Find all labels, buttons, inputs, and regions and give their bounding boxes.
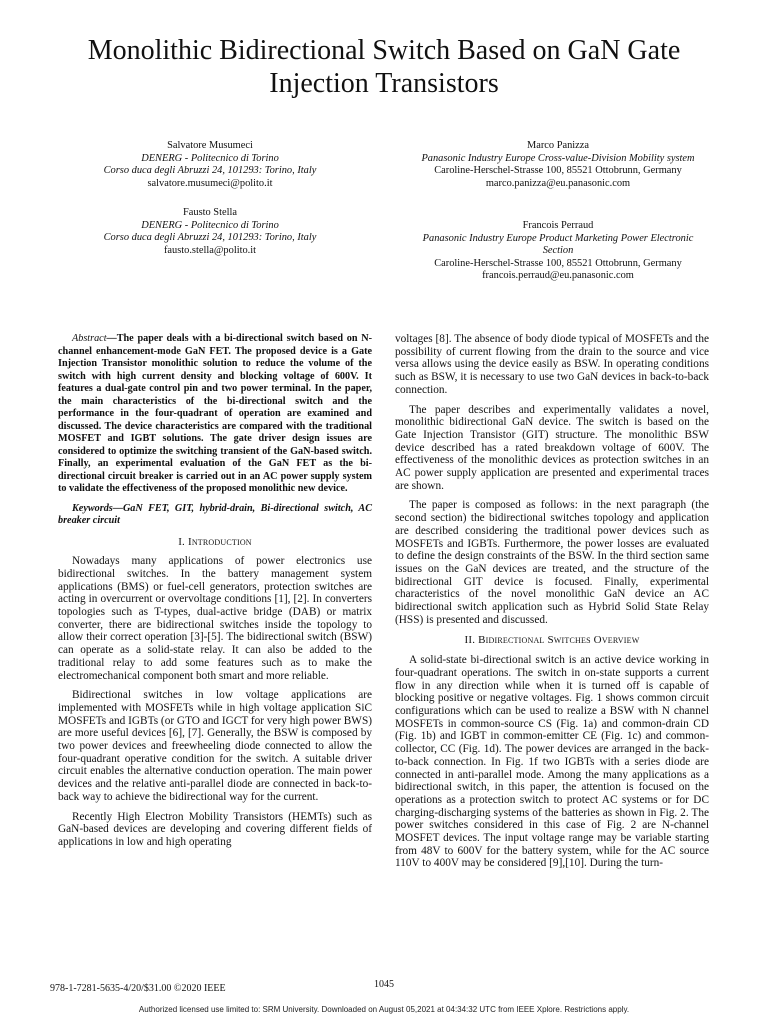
- author-name: Marco Panizza: [526, 140, 590, 151]
- author-address: Corso duca degli Abruzzi 24, 101293: Torino, Italy: [103, 232, 317, 244]
- author-name: Francois Perraud: [522, 220, 594, 231]
- author-email: francois.perraud@eu.panasonic.com: [482, 270, 634, 282]
- paragraph: The paper is composed as follows: in the next paragraph (the second section) the bidirectional switches topology and application are described considering the traditional power devices such as MOSFETs and IGBTs. Furthermore, the power losses are evaluated to define the design constraints of the BSW. In the third section same issues on the GaN devices are treated, and the structure of the bidirectional GIT device is focused. Finally, experimental characteristics of the novel monolithic GaN device an AC bidirectional switch application such as Hybrid Solid State Relay (HSS) is presented and discussed.: [395, 499, 709, 626]
- paragraph: voltages [8]. The absence of body diode typical of MOSFETs and the possibility of current flowing from the drain to the source and vice versa allows using the device easily as BSW. In operating conditions such as BSW, it is necessary to use two GaN devices in back-to-back connection.: [395, 333, 709, 396]
- paragraph: Nowadays many applications of power electronics use bidirectional switches. In the battery management system applications (BMS) or fuel-cell generators, protection switches are acting in overcurrent or overvoltage conditions [1], [2]. In converters topologies such as T-types, dual-active bridge (DAB) or matrix converter, there are bidirectional switches inside the topology to allow their correct operation [3]-[5]. The bidirectional switch (BSW) can operate as a solid-state relay. It can also be added to the traditional relay to add some features such as to make the electromechanical component both smart and more reliable.: [58, 555, 372, 682]
- author-block-4: [408, 220, 708, 283]
- author-address: Caroline-Herschel-Strasse 100, 85521 Ottobrunn, Germany: [434, 257, 682, 269]
- author-email: fausto.stella@polito.it: [163, 244, 257, 256]
- left-column: [58, 333, 372, 856]
- isbn-copyright: 978-1-7281-5635-4/20/$31.00 ©2020 IEEE: [50, 983, 226, 994]
- page-number: 1045: [374, 979, 394, 990]
- abstract: [58, 333, 372, 496]
- author-email: salvatore.musumeci@polito.it: [147, 177, 273, 189]
- author-block-3: [408, 140, 708, 190]
- paragraph: Recently High Electron Mobility Transistors (HEMTs) such as GaN-based devices are developing and covering different fields of applications in low and high operating: [58, 810, 372, 848]
- paragraph: Bidirectional switches in low voltage applications are implemented with MOSFETs while in high voltage application SiC MOSFETs and IGBTs (or GTO and IGCT for very high power BWS) are more useful devices [6], [7]. Generally, the BSW is composed by two power devices and freewheeling diode connected to allow the four-quadrant operative condition for the switch. A suitable driver circuit enables the alternative conduction operation. The main power devices and the relative anti-parallel diode are connected in back-to-back way to achieve the bidirectional way for the current.: [58, 689, 372, 803]
- abstract-lead: Abstract: [72, 333, 107, 344]
- section-heading-introduction: I. Introduction: [178, 535, 252, 548]
- author-name: Fausto Stella: [183, 207, 237, 218]
- paper-title: Monolithic Bidirectional Switch Based on GaN Gate Injection Transistors: [87, 35, 681, 99]
- author-affiliation: Panasonic Industry Europe Product Marketing Power Electronic Section: [422, 232, 694, 257]
- paragraph: The paper describes and experimentally validates a novel, monolithic bidirectional GaN device. The switch is based on the Gate Injection Transistor (GIT) structure. The monolithic BSW device described has a rated breakdown voltage of 600V. The effectiveness of the monolithic devices as protection switches in an AC power supply application are presented and experimental traces are shown.: [395, 403, 709, 492]
- author-address: Corso duca degli Abruzzi 24, 101293: Torino, Italy: [103, 165, 317, 177]
- keywords-text: GaN FET, GIT, hybrid-drain, Bi-directional switch, AC breaker circuit: [58, 502, 372, 526]
- section-heading-overview: II. Bidirectional Switches Overview: [464, 634, 640, 647]
- right-column: [395, 333, 709, 877]
- author-address: Caroline-Herschel-Strasse 100, 85521 Ottobrunn, Germany: [434, 165, 682, 177]
- author-block-1: [60, 140, 360, 190]
- author-block-2: [60, 207, 360, 257]
- author-affiliation: DENERG - Politecnico di Torino: [141, 219, 279, 231]
- paragraph: A solid-state bi-directional switch is an active device working in four-quadrant operations. The switch in on-state supports a current flow in any direction while when it is turned off is capable of blocking positive or negative voltages. Fig. 1 shows common circuit configurations which can be used to realize a BSW with N channel MOSFETs in common-source CS (Fig. 1a) and common-drain CD (Fig. 1b) and IGBT in common-emitter CE (Fig. 1c) and common-collector, CC (Fig. 1d). The power devices are arranged in the back-to-back connection. In Fig. 1f two IGBTs with a series diode are connected in anti-parallel mode. Among the many applications as a bidirectional switch, in this paper, the attention is focused on the operations as a protection switch to protect AC systems or for DC charging-discharging systems of the batteries as shown in Fig. 2. The power switches considered in this case of Fig. 2 are N-channel MOSFET devices. The input voltage range may be variable starting from 48V to 600V for the battery system, while for the AC source 110V to 400V may be considered [9],[10]. During the turn-: [395, 654, 709, 870]
- keywords: [58, 503, 372, 528]
- author-name: Salvatore Musumeci: [167, 140, 253, 151]
- author-affiliation: DENERG - Politecnico di Torino: [141, 152, 279, 164]
- abstract-text: —The paper deals with a bi-directional switch based on N-channel enhancement-mode GaN FET. The proposed device is a Gate Injection Transistor monolithic solution to reduce the volume of the switch with high current density and blocking voltage of 600V. It features a dual-gate control pin and two power terminal. In the paper, the main characteristics of the bi-directional switch and the performance in the four-quadrant of operation are examined and discussed. The device characteristics are compared with the traditional MOSFET and IGBT solutions. The gate driver design issues are considered to optimize the switching transient of the GaN-based switch. Finally, an experimental evaluation of the GaN FET as the bi-directional circuit breaker is carried out in an AC power supply system to validate the effectiveness of the proposed monolithic new device.: [58, 333, 372, 494]
- author-affiliation: Panasonic Industry Europe Cross-value-Division Mobility system: [421, 152, 695, 164]
- license-notice: Authorized licensed use limited to: SRM University. Downloaded on August 05,2021 at 04:34:32 UTC from IEEE Xplore. Restrictions apply.: [138, 1005, 630, 1014]
- keywords-lead: Keywords—: [72, 502, 123, 514]
- author-email: marco.panizza@eu.panasonic.com: [485, 177, 631, 189]
